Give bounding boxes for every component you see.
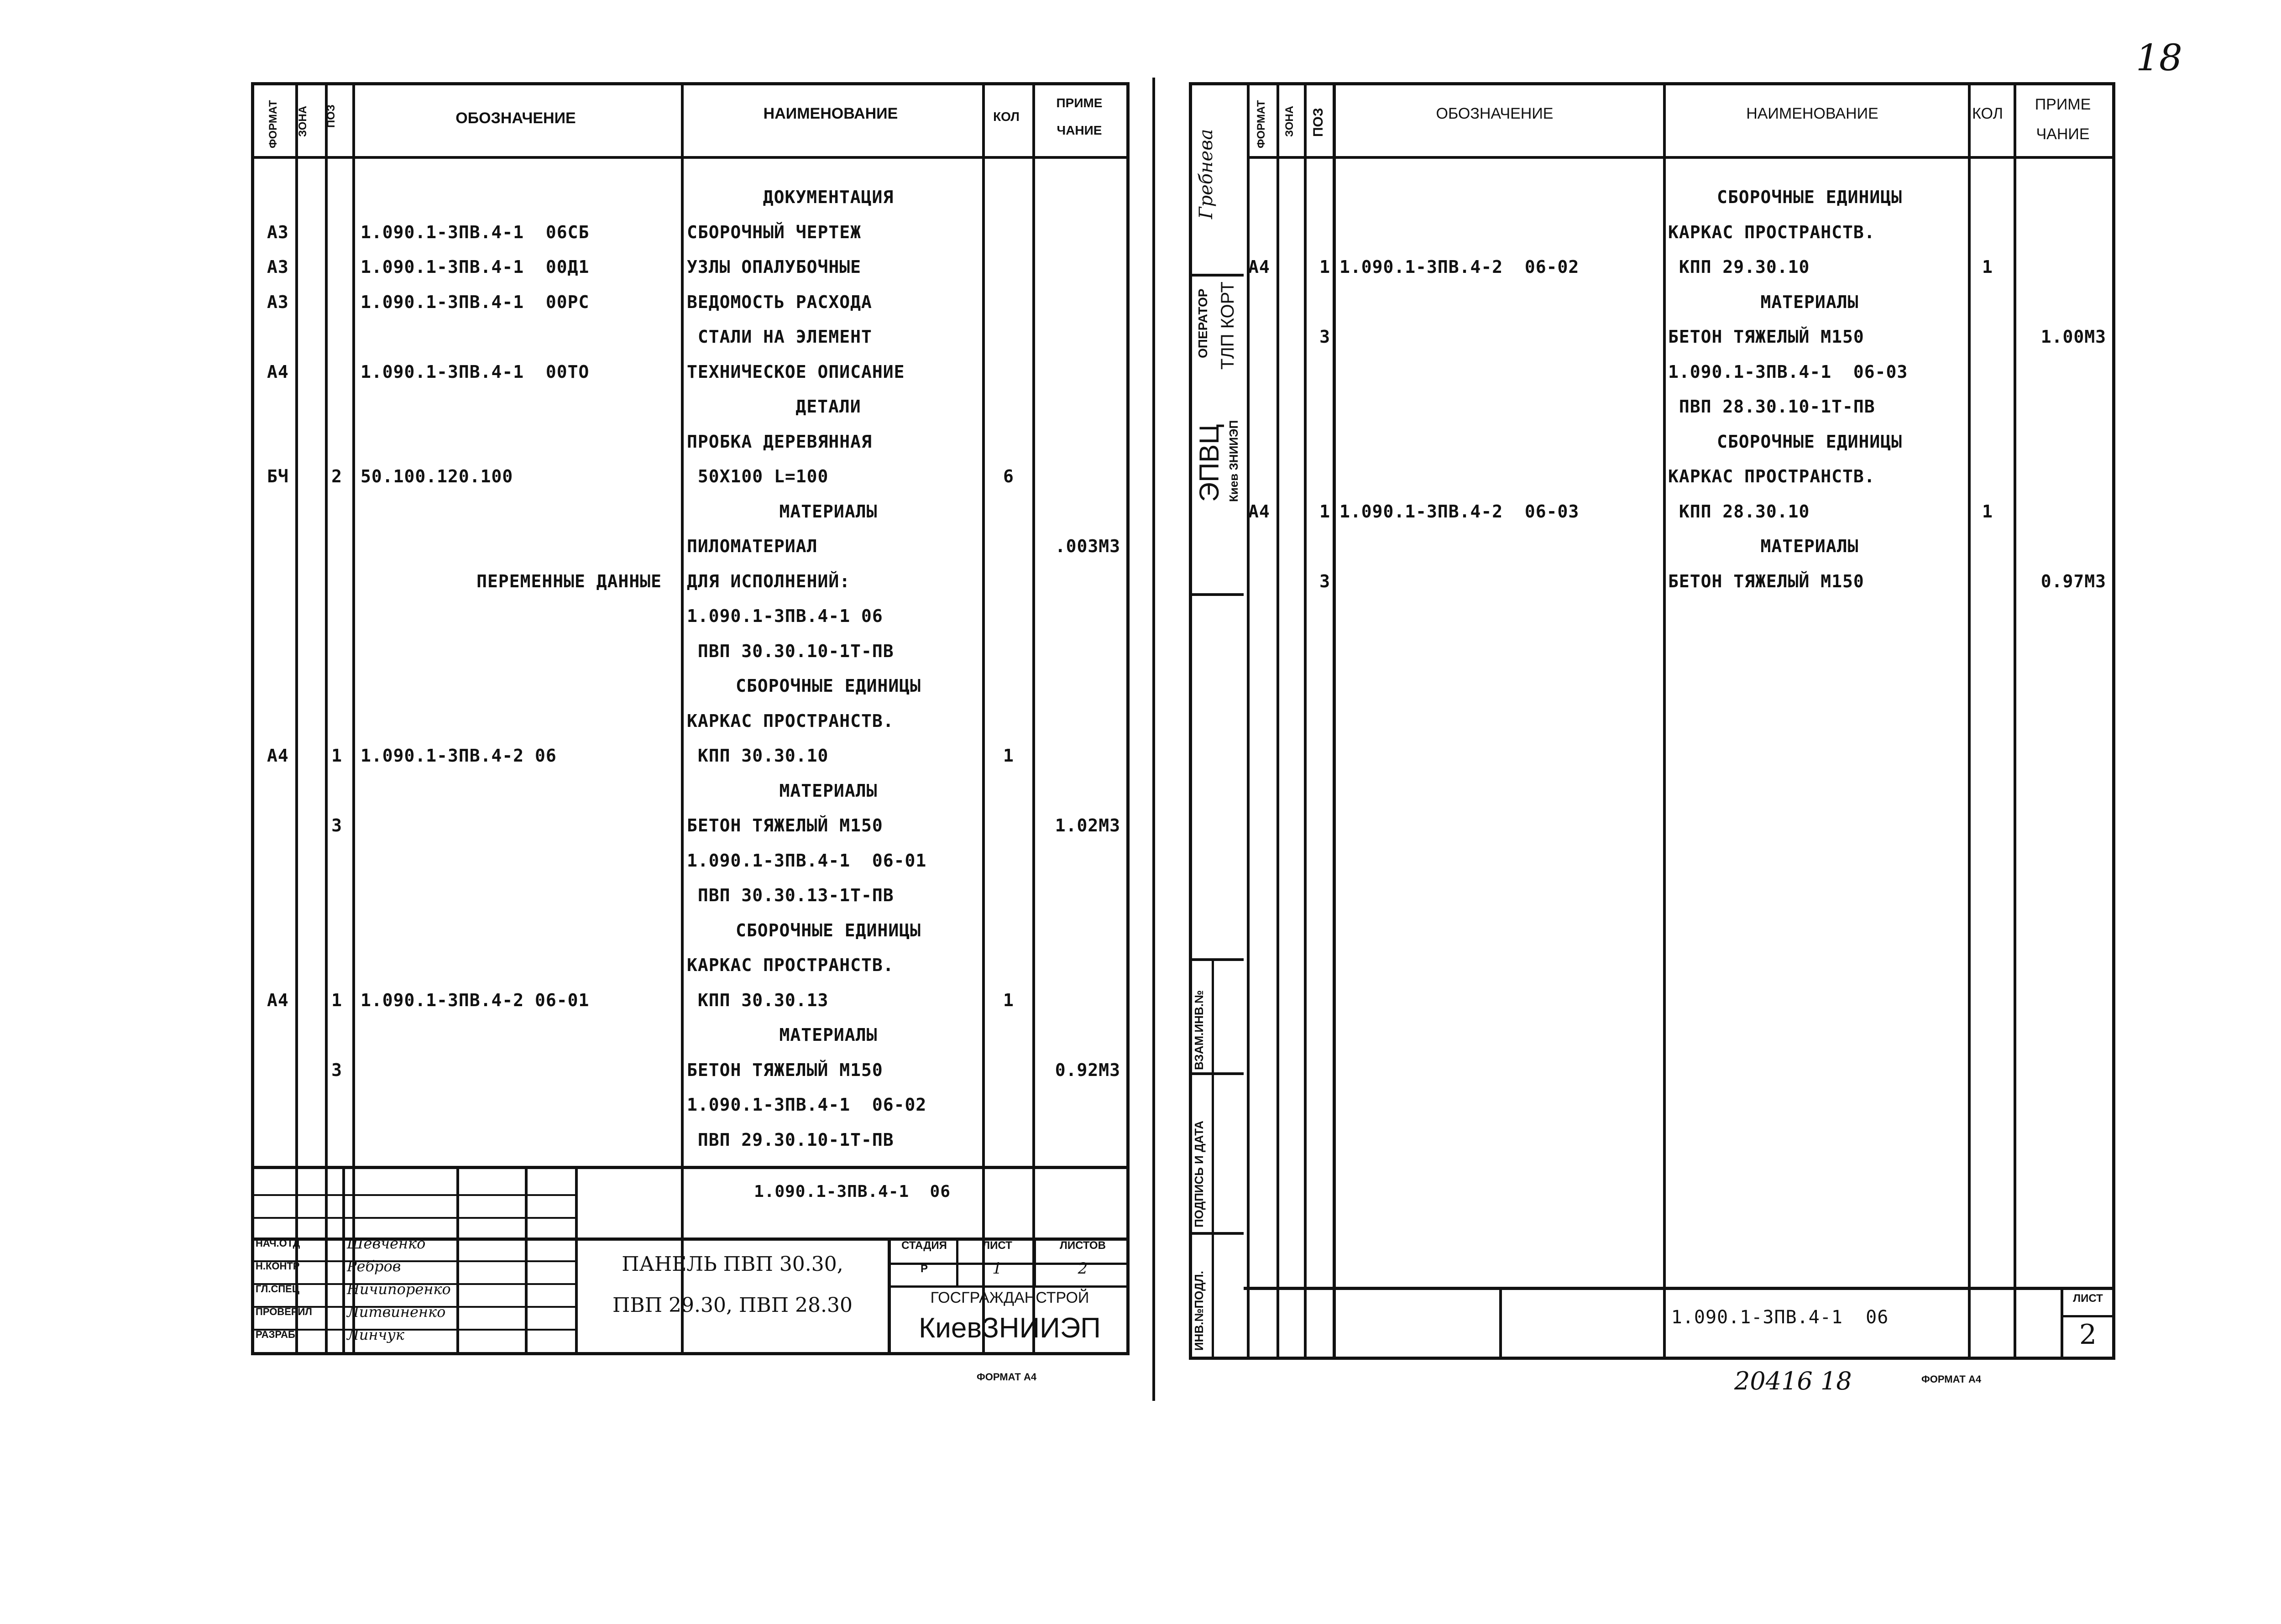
cell-name: КАРКАС ПРОСТРАНСТВ.: [1668, 466, 1875, 486]
cell-name: КПП 29.30.10: [1668, 257, 1810, 277]
cell-designation: ПЕРЕМЕННЫЕ ДАННЫЕ: [476, 571, 662, 591]
cell-designation: 1.090.1-3ПВ.4-1 00ТО: [361, 361, 590, 382]
left-doc-code: 1.090.1-3ПВ.4-1 06: [754, 1182, 951, 1201]
cell-format: БЧ: [267, 466, 289, 486]
right-header-designation: ОБОЗНАЧЕНИЕ: [1436, 105, 1554, 122]
title-line-1: ПАНЕЛЬ ПВП 30.30,: [622, 1253, 843, 1276]
right-doc-code: 1.090.1-3ПВ.4-1 06: [1671, 1307, 1889, 1328]
section-heading: СБОРОЧНЫЕ ЕДИНИЦЫ: [1717, 431, 1902, 452]
section-heading: СБОРОЧНЫЕ ЕДИНИЦЫ: [736, 920, 921, 940]
stage-label: СТАДИЯ: [901, 1239, 947, 1252]
right-sheet-label: ЛИСТ: [2073, 1292, 2103, 1305]
sheets-value: 2: [1078, 1259, 1088, 1278]
role-label: ГЛ.СПЕЦ: [256, 1283, 299, 1295]
right-header-format: ФОРМАТ: [1255, 100, 1267, 148]
header-pos: ПОЗ: [325, 104, 337, 128]
center-divider: [1152, 78, 1155, 1401]
cell-name: СТАЛИ НА ЭЛЕМЕНТ: [687, 327, 872, 347]
side-podp: ПОДПИСЬ И ДАТА: [1192, 1120, 1206, 1227]
cell-designation: 1.090.1-3ПВ.4-1 00Д1: [361, 257, 590, 277]
cell-qty: 1: [1003, 990, 1014, 1010]
cell-pos: 2: [331, 466, 342, 486]
sheet-value: 1: [992, 1259, 1002, 1278]
role-person: Линчук: [347, 1326, 404, 1343]
section-heading: МАТЕРИАЛЫ: [779, 1025, 878, 1045]
cell-format: А4: [1248, 257, 1270, 277]
cell-pos: 1: [1319, 501, 1330, 522]
title-line-2: ПВП 29.30, ПВП 28.30: [612, 1294, 853, 1317]
cell-pos: 3: [331, 1060, 342, 1080]
cell-name: ДЛЯ ИСПОЛНЕНИЙ:: [687, 571, 851, 591]
cell-name: ПИЛОМАТЕРИАЛ: [687, 536, 818, 556]
cell-designation: 1.090.1-3ПВ.4-2 06-03: [1339, 501, 1580, 522]
role-person: Шевченко: [347, 1235, 426, 1252]
cell-designation: 1.090.1-3ПВ.4-2 06-02: [1339, 257, 1580, 277]
cell-name: 1.090.1-3ПВ.4-1 06-02: [687, 1095, 927, 1115]
left-format-label: ФОРМАТ А4: [977, 1371, 1037, 1383]
side-handwritten-name: Гребнева: [1196, 129, 1217, 219]
cell-name: КПП 28.30.10: [1668, 501, 1810, 522]
cell-pos: 3: [1319, 571, 1330, 591]
section-heading: ДОКУМЕНТАЦИЯ: [763, 187, 894, 207]
section-heading: МАТЕРИАЛЫ: [779, 780, 878, 801]
section-heading: СБОРОЧНЫЕ ЕДИНИЦЫ: [1717, 187, 1902, 207]
right-format-label: ФОРМАТ А4: [1921, 1373, 1982, 1385]
cell-note: 1.00М3: [2040, 327, 2106, 347]
cell-name: ПВП 30.30.10-1Т-ПВ: [687, 641, 894, 661]
cell-name: 1.090.1-3ПВ.4-1 06-01: [687, 850, 927, 871]
cell-qty: 6: [1003, 466, 1014, 486]
cell-format: А4: [267, 746, 289, 766]
side-inv: ИНВ.№ПОДЛ.: [1192, 1270, 1206, 1351]
right-header-pos: ПОЗ: [1311, 108, 1326, 137]
cell-name: ПРОБКА ДЕРЕВЯННАЯ: [687, 431, 872, 452]
side-epvc: ЭПВЦ: [1194, 424, 1224, 502]
side-vzam: ВЗАМ.ИНВ.№: [1192, 990, 1206, 1070]
cell-note: 0.92М3: [1055, 1060, 1120, 1080]
cell-pos: 3: [331, 815, 342, 835]
cell-name: БЕТОН ТЯЖЕЛЫЙ М150: [1668, 327, 1864, 347]
cell-designation: 1.090.1-3ПВ.4-1 00РС: [361, 292, 590, 312]
cell-designation: 1.090.1-3ПВ.4-1 06СБ: [361, 222, 590, 242]
role-label: Н.КОНТР: [256, 1260, 300, 1272]
section-heading: МАТЕРИАЛЫ: [1760, 536, 1859, 556]
cell-name: 1.090.1-3ПВ.4-1 06-03: [1668, 361, 1908, 382]
page-number: 18: [2136, 37, 2182, 79]
right-header-zone: ЗОНА: [1283, 105, 1296, 137]
cell-name: ПВП 28.30.10-1Т-ПВ: [1668, 397, 1875, 417]
cell-note: .003М3: [1055, 536, 1120, 556]
cell-note: 1.02М3: [1055, 815, 1120, 835]
cell-designation: 1.090.1-3ПВ.4-2 06: [361, 746, 557, 766]
cell-pos: 1: [331, 990, 342, 1010]
side-kiev: Киев ЗНИИЭП: [1227, 420, 1240, 502]
cell-qty: 1: [1003, 746, 1014, 766]
org-name-2: КиевЗНИИЭП: [919, 1312, 1101, 1344]
role-label: НАЧ.ОТД: [256, 1238, 300, 1249]
cell-name: ТЕХНИЧЕСКОЕ ОПИСАНИЕ: [687, 361, 905, 382]
header-zone: ЗОНА: [297, 105, 309, 137]
side-tlp: ТЛП КОРТ: [1218, 282, 1238, 370]
header-name: НАИМЕНОВАНИЕ: [763, 105, 898, 122]
right-header-name: НАИМЕНОВАНИЕ: [1746, 105, 1878, 122]
role-person: Ничипоренко: [347, 1280, 451, 1298]
cell-name: 50Х100 L=100: [687, 466, 829, 486]
role-person: Ребров: [347, 1258, 401, 1275]
cell-qty: 1: [1982, 501, 1993, 522]
role-label: ПРОВЕРИЛ: [256, 1306, 312, 1317]
cell-name: КАРКАС ПРОСТРАНСТВ.: [1668, 222, 1875, 242]
cell-format: А3: [267, 222, 289, 242]
right-header-note-1: ПРИМЕ: [2035, 96, 2091, 113]
cell-name: 1.090.1-3ПВ.4-1 06: [687, 606, 883, 626]
cell-designation: 50.100.120.100: [361, 466, 513, 486]
cell-pos: 3: [1319, 327, 1330, 347]
section-heading: МАТЕРИАЛЫ: [1760, 292, 1859, 312]
header-designation: ОБОЗНАЧЕНИЕ: [455, 110, 576, 127]
archive-number: 20416 18: [1734, 1367, 1852, 1395]
header-qty: КОЛ: [993, 110, 1020, 124]
stage-value: Р: [920, 1263, 928, 1275]
cell-note: 0.97М3: [2040, 571, 2106, 591]
cell-name: ПВП 30.30.13-1Т-ПВ: [687, 885, 894, 905]
right-header-qty: КОЛ: [1972, 105, 2003, 122]
cell-pos: 1: [1319, 257, 1330, 277]
sheet-label: ЛИСТ: [982, 1239, 1012, 1252]
cell-format: А4: [1248, 501, 1270, 522]
cell-name: СБОРОЧНЫЙ ЧЕРТЕЖ: [687, 222, 862, 242]
cell-pos: 1: [331, 746, 342, 766]
cell-format: А4: [267, 361, 289, 382]
cell-name: БЕТОН ТЯЖЕЛЫЙ М150: [687, 815, 883, 835]
section-heading: ДЕТАЛИ: [795, 397, 861, 417]
cell-name: КАРКАС ПРОСТРАНСТВ.: [687, 955, 894, 975]
section-heading: СБОРОЧНЫЕ ЕДИНИЦЫ: [736, 676, 921, 696]
header-note-1: ПРИМЕ: [1056, 96, 1103, 110]
right-header-note-2: ЧАНИЕ: [2036, 125, 2090, 143]
sheets-label: ЛИСТОВ: [1060, 1239, 1106, 1252]
side-operator: ОПЕРАТОР: [1196, 288, 1210, 358]
section-heading: МАТЕРИАЛЫ: [779, 501, 878, 522]
cell-format: А4: [267, 990, 289, 1010]
role-person: Литвиненко: [347, 1303, 446, 1321]
cell-name: БЕТОН ТЯЖЕЛЫЙ М150: [1668, 571, 1864, 591]
cell-name: КПП 30.30.10: [687, 746, 829, 766]
header-note-2: ЧАНИЕ: [1057, 123, 1102, 137]
header-format: ФОРМАТ: [267, 100, 279, 148]
cell-designation: 1.090.1-3ПВ.4-2 06-01: [361, 990, 590, 1010]
cell-name: ВЕДОМОСТЬ РАСХОДА: [687, 292, 872, 312]
cell-format: А3: [267, 257, 289, 277]
cell-name: УЗЛЫ ОПАЛУБОЧНЫЕ: [687, 257, 862, 277]
cell-name: ПВП 29.30.10-1Т-ПВ: [687, 1129, 894, 1150]
cell-format: А3: [267, 292, 289, 312]
org-name-1: ГОСГРАЖДАНСТРОЙ: [930, 1289, 1089, 1306]
cell-name: КАРКАС ПРОСТРАНСТВ.: [687, 710, 894, 731]
right-sheet-value: 2: [2079, 1319, 2097, 1351]
cell-qty: 1: [1982, 257, 1993, 277]
role-label: РАЗРАБ.: [256, 1329, 298, 1340]
cell-name: КПП 30.30.13: [687, 990, 829, 1010]
cell-name: БЕТОН ТЯЖЕЛЫЙ М150: [687, 1060, 883, 1080]
